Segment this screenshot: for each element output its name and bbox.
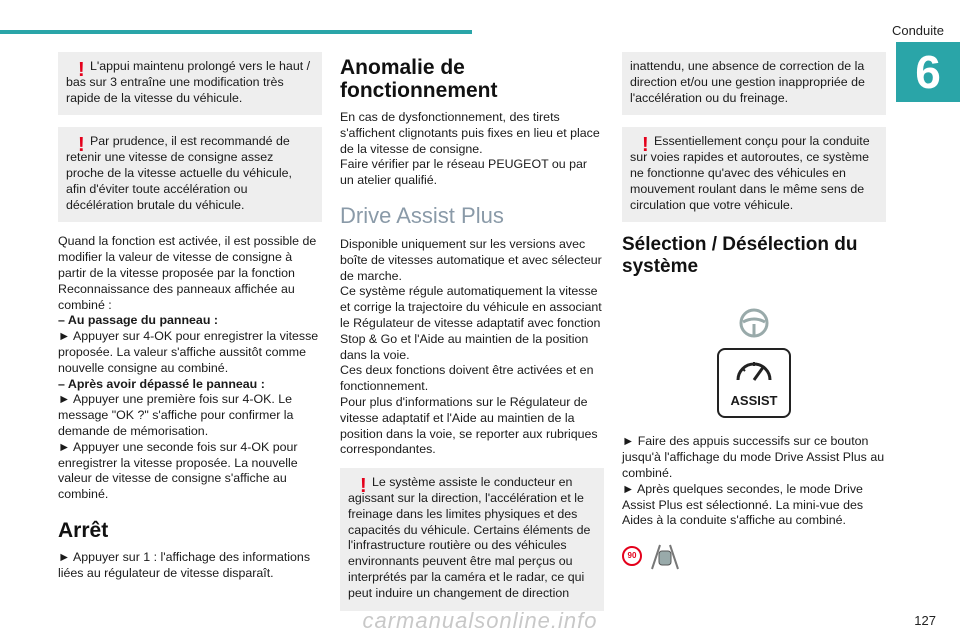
heading-drive-assist: Drive Assist Plus (340, 202, 504, 228)
header-accent-bar (0, 30, 472, 34)
warning-note (340, 468, 604, 610)
heading-selection: Sélection / Désélection du système (622, 234, 858, 278)
warning-note (622, 127, 886, 222)
assist-button[interactable] (717, 348, 791, 418)
note-text: inattendu, une absence de correction de la direction et/ou une gestion inappropriée de l'accélération ou du freinage. (630, 59, 865, 105)
warning-note (58, 52, 322, 115)
bullet: ► Appuyer sur 4-OK pour enregistrer la vitesse proposée. La valeur s'affiche aussitôt comme nouvelle consigne au combiné. (58, 329, 319, 375)
speedometer-icon (732, 356, 776, 386)
note-text: Le système assiste le conducteur en agissant sur la direction, l'accélération et le freinage dans les limites physiques et des capacités du véhicule. Certains éléments de l'infrastructure routière ou des véhicules environnants peuvent être mal perçus ou interprétés par la caméra et le radar, ce qui peut induire un changement de direction (348, 475, 591, 600)
steering-wheel-icon (739, 308, 769, 338)
warning-note (58, 127, 322, 222)
warning-icon: ! (360, 475, 367, 498)
heading-arret: Arrêt (58, 518, 109, 542)
warning-icon: ! (78, 59, 85, 81)
bullet: ► Appuyer une première fois sur 4-OK. Le message "OK ?" s'affiche pour confirmer la demande de mémorisation. (58, 392, 294, 438)
paragraph: En cas de dysfonctionnement, des tirets s'affichent clignotants puis fixes en lieu et place de la vitesse de consigne. (340, 110, 600, 156)
paragraph: Pour plus d'informations sur le Régulateur de vitesse adaptatif et l'Aide au maintien de la position dans la voie, se reporter aux rubriques correspondantes. (340, 394, 598, 457)
mini-view (622, 541, 886, 571)
note-text: Essentiellement conçu pour la conduite sur voies rapides et autoroutes, ce système ne fonctionne qu'avec des véhicules en mouvement roulant dans le même sens de circulation que votre véhicule. (630, 134, 870, 212)
page-number: 127 (914, 613, 936, 628)
paragraph: Ces deux fonctions doivent être activées et en fonctionnement. (340, 363, 594, 394)
column-1 (58, 52, 322, 582)
bullet: ► Appuyer une seconde fois sur 4-OK pour enregistrer la vitesse proposée. La nouvelle valeur de vitesse de consigne s'affiche au combiné. (58, 439, 298, 502)
assist-label: ASSIST (730, 392, 778, 408)
column-2 (340, 52, 604, 623)
car-lanes-icon (648, 541, 682, 571)
paragraph: Disponible uniquement sur les versions avec boîte de vitesses automatique et avec sélecteur de marche. (340, 236, 602, 283)
subheading: – Après avoir dépassé le panneau : (58, 376, 265, 391)
warning-icon: ! (642, 134, 649, 157)
speed-badge: 90 (622, 546, 642, 566)
warning-note-continued (622, 52, 886, 115)
column-3 (622, 52, 886, 571)
bullet: ► Faire des appuis successifs sur ce bouton jusqu'à l'affichage du mode Drive Assist Plus au combiné. (622, 434, 885, 480)
paragraph: Faire vérifier par le réseau PEUGEOT ou par un atelier qualifié. (340, 157, 587, 188)
subheading: – Au passage du panneau : (58, 313, 218, 328)
note-text: Par prudence, il est recommandé de retenir une vitesse de consigne assez proche de la vitesse actuelle du véhicule, afin d'éviter toute accélération ou décélération brutale du véhicule. (66, 134, 292, 212)
heading-anomalie: Anomalie de fonctionnement (340, 56, 498, 102)
paragraph: Quand la fonction est activée, il est possible de modifier la valeur de vitesse de consigne à partir de la vitesse proposée par la fonction Reconnaissance des panneaux affichée au combiné : (58, 234, 317, 312)
watermark: carmanualsonline.info (362, 608, 598, 633)
note-text: L'appui maintenu prolongé vers le haut / bas sur 3 entraîne une modification très rapide de la vitesse du véhicule. (66, 59, 311, 105)
warning-icon: ! (78, 134, 85, 157)
section-title: Conduite (891, 23, 944, 38)
bullet: ► Après quelques secondes, le mode Drive Assist Plus est sélectionné. La mini-vue des Aides à la conduite s'affiche au combiné. (622, 481, 864, 528)
paragraph: Ce système régule automatiquement la vitesse et corrige la trajectoire du véhicule en associant le Régulateur de vitesse adaptatif avec fonction Stop & Go et l'Aide au maintien de la position dans la voie. (340, 284, 602, 362)
bullet: ► Appuyer sur 1 : l'affichage des informations liées au régulateur de vitesse disparaît. (58, 549, 311, 580)
chapter-tab: 6 (896, 42, 960, 102)
